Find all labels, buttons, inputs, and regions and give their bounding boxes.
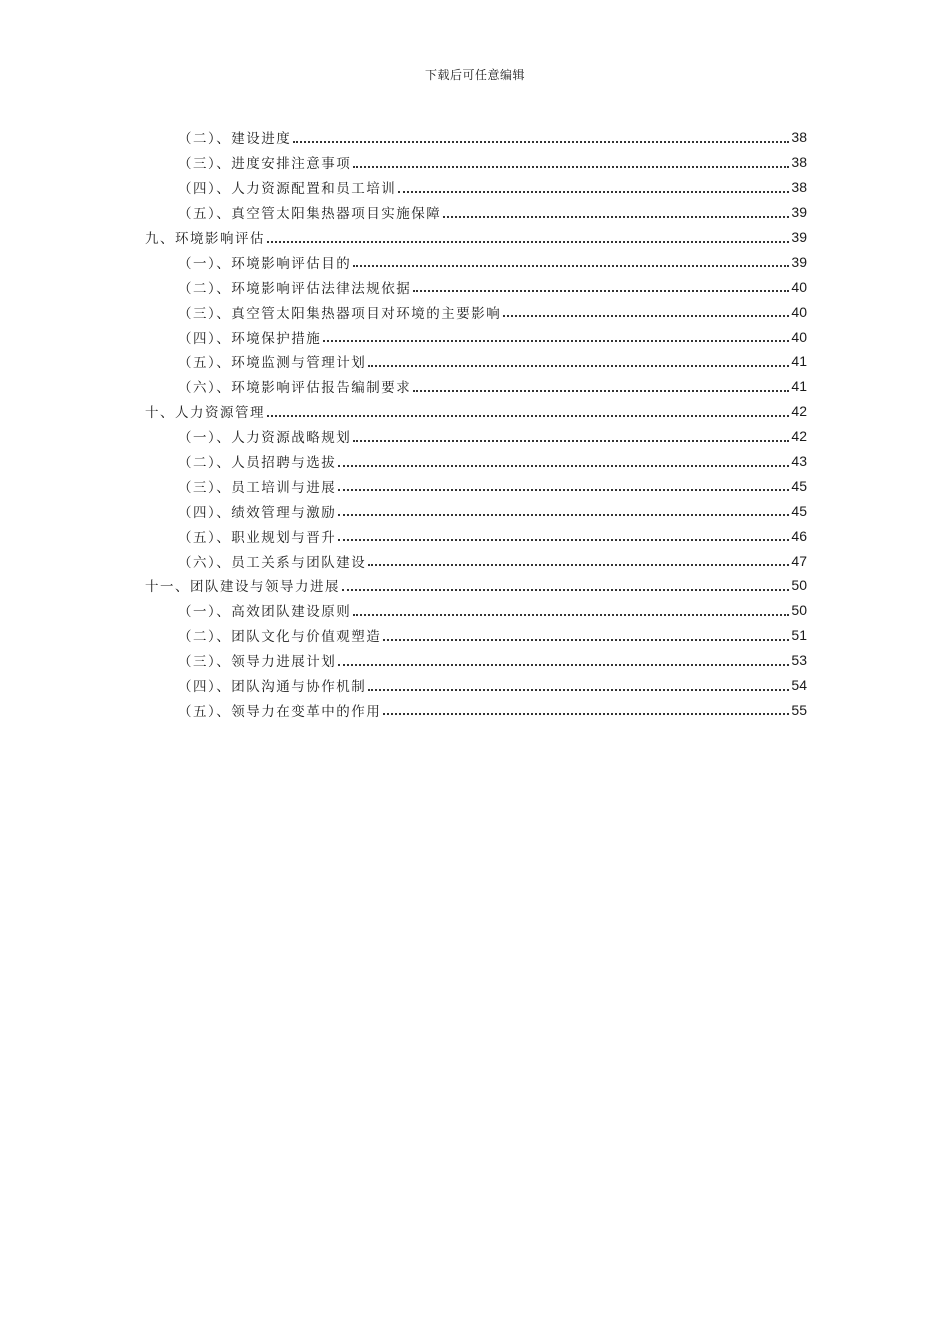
toc-dot-leader	[353, 439, 789, 442]
toc-page-number: 42	[791, 403, 807, 420]
toc-entry-label: （三）、进度安排注意事项	[178, 156, 352, 173]
toc-entry-label: （五）、领导力在变革中的作用	[178, 703, 382, 720]
toc-dot-leader	[503, 314, 789, 317]
toc-dot-leader	[368, 563, 789, 566]
toc-dot-leader	[383, 638, 789, 641]
toc-section-entry[interactable]	[145, 548, 807, 573]
toc-section-entry[interactable]	[145, 697, 807, 722]
toc-entry-label: （三）、真空管太阳集热器项目对环境的主要影响	[178, 305, 502, 322]
toc-section-entry[interactable]	[145, 449, 807, 474]
toc-dot-leader	[368, 688, 789, 691]
toc-entry-label: （三）、领导力进展计划	[178, 654, 337, 671]
toc-section-entry[interactable]	[145, 623, 807, 648]
toc-entry-label: （二）、团队文化与价值观塑造	[178, 629, 382, 646]
toc-page-number: 40	[791, 278, 807, 295]
toc-chapter-entry[interactable]	[145, 573, 807, 598]
toc-section-entry[interactable]	[145, 324, 807, 349]
toc-section-entry[interactable]	[145, 424, 807, 449]
toc-page-number: 41	[791, 353, 807, 370]
page-header-note: 下载后可任意编辑	[424, 68, 525, 82]
toc-dot-leader	[323, 339, 789, 342]
toc-dot-leader	[398, 190, 789, 193]
toc-entry-label: （二）、建设进度	[178, 131, 292, 148]
toc-page-number: 39	[791, 229, 807, 245]
toc-page-number: 39	[791, 204, 807, 221]
toc-section-entry[interactable]	[145, 175, 807, 200]
toc-dot-leader	[353, 264, 789, 267]
toc-entry-label: （五）、真空管太阳集热器项目实施保障	[178, 206, 442, 223]
toc-entry-label: （六）、员工关系与团队建设	[178, 554, 367, 571]
toc-page-number: 39	[791, 253, 807, 270]
toc-dot-leader	[353, 165, 789, 168]
toc-page-number: 50	[791, 602, 807, 619]
toc-dot-leader	[338, 538, 789, 541]
toc-dot-leader	[342, 588, 789, 591]
toc-dot-leader	[338, 663, 789, 666]
toc-section-entry[interactable]	[145, 673, 807, 698]
toc-page-number: 40	[791, 303, 807, 320]
toc-entry-label: （四）、环境保护措施	[178, 330, 322, 347]
toc-dot-leader	[443, 215, 789, 218]
toc-dot-leader	[293, 140, 789, 143]
toc-section-entry[interactable]	[145, 200, 807, 225]
toc-page-number: 43	[791, 453, 807, 470]
toc-section-entry[interactable]	[145, 523, 807, 548]
toc-entry-label: （四）、人力资源配置和员工培训	[178, 181, 397, 198]
toc-entry-label: （五）、职业规划与晋升	[178, 529, 337, 546]
toc-page-number: 54	[791, 677, 807, 694]
toc-dot-leader	[383, 712, 789, 715]
toc-page-number: 53	[791, 652, 807, 669]
toc-section-entry[interactable]	[145, 125, 807, 150]
toc-dot-leader	[338, 464, 789, 467]
toc-page-number: 38	[791, 129, 807, 146]
toc-dot-leader	[368, 364, 789, 367]
toc-dot-leader	[413, 289, 789, 292]
toc-page-number: 46	[791, 527, 807, 544]
toc-page-number: 40	[791, 328, 807, 345]
toc-dot-leader	[338, 488, 789, 491]
toc-entry-label: 九、环境影响评估	[145, 231, 265, 247]
toc-section-entry[interactable]	[145, 473, 807, 498]
toc-entry-label: （二）、人员招聘与选拔	[178, 455, 337, 472]
toc-page-number: 38	[791, 179, 807, 196]
toc-page-number: 47	[791, 552, 807, 569]
toc-section-entry[interactable]	[145, 648, 807, 673]
toc-dot-leader	[353, 613, 789, 616]
toc-entry-label: （四）、绩效管理与激励	[178, 504, 337, 521]
toc-page-number: 55	[791, 701, 807, 718]
toc-chapter-entry[interactable]	[145, 399, 807, 424]
toc-entry-label: （二）、环境影响评估法律法规依据	[178, 280, 412, 297]
toc-entry-label: （四）、团队沟通与协作机制	[178, 679, 367, 696]
toc-section-entry[interactable]	[145, 150, 807, 175]
toc-section-entry[interactable]	[145, 249, 807, 274]
toc-section-entry[interactable]	[145, 498, 807, 523]
toc-entry-label: （一）、人力资源战略规划	[178, 430, 352, 447]
toc-page-number: 45	[791, 502, 807, 519]
toc-entry-label: （五）、环境监测与管理计划	[178, 355, 367, 372]
toc-entry-label: （六）、环境影响评估报告编制要求	[178, 380, 412, 397]
table-of-contents	[145, 125, 807, 722]
toc-section-entry[interactable]	[145, 374, 807, 399]
toc-section-entry[interactable]	[145, 598, 807, 623]
toc-entry-label: 十一、团队建设与领导力进展	[145, 579, 340, 596]
toc-page-number: 42	[791, 428, 807, 445]
toc-dot-leader	[413, 389, 789, 392]
toc-entry-label: （一）、高效团队建设原则	[178, 604, 352, 621]
toc-page-number: 50	[791, 577, 807, 594]
toc-entry-label: （三）、员工培训与进展	[178, 479, 337, 496]
toc-page-number: 38	[791, 154, 807, 171]
toc-dot-leader	[267, 414, 789, 417]
toc-entry-label: （一）、环境影响评估目的	[178, 255, 352, 272]
toc-section-entry[interactable]	[145, 274, 807, 299]
toc-page-number: 45	[791, 477, 807, 494]
toc-page-number: 41	[791, 378, 807, 395]
toc-entry-label: 十、人力资源管理	[145, 405, 265, 422]
toc-dot-leader	[267, 240, 789, 243]
toc-section-entry[interactable]	[145, 299, 807, 324]
toc-dot-leader	[338, 513, 789, 516]
toc-page-number: 51	[791, 627, 807, 644]
toc-chapter-entry[interactable]	[145, 225, 807, 250]
toc-section-entry[interactable]	[145, 349, 807, 374]
